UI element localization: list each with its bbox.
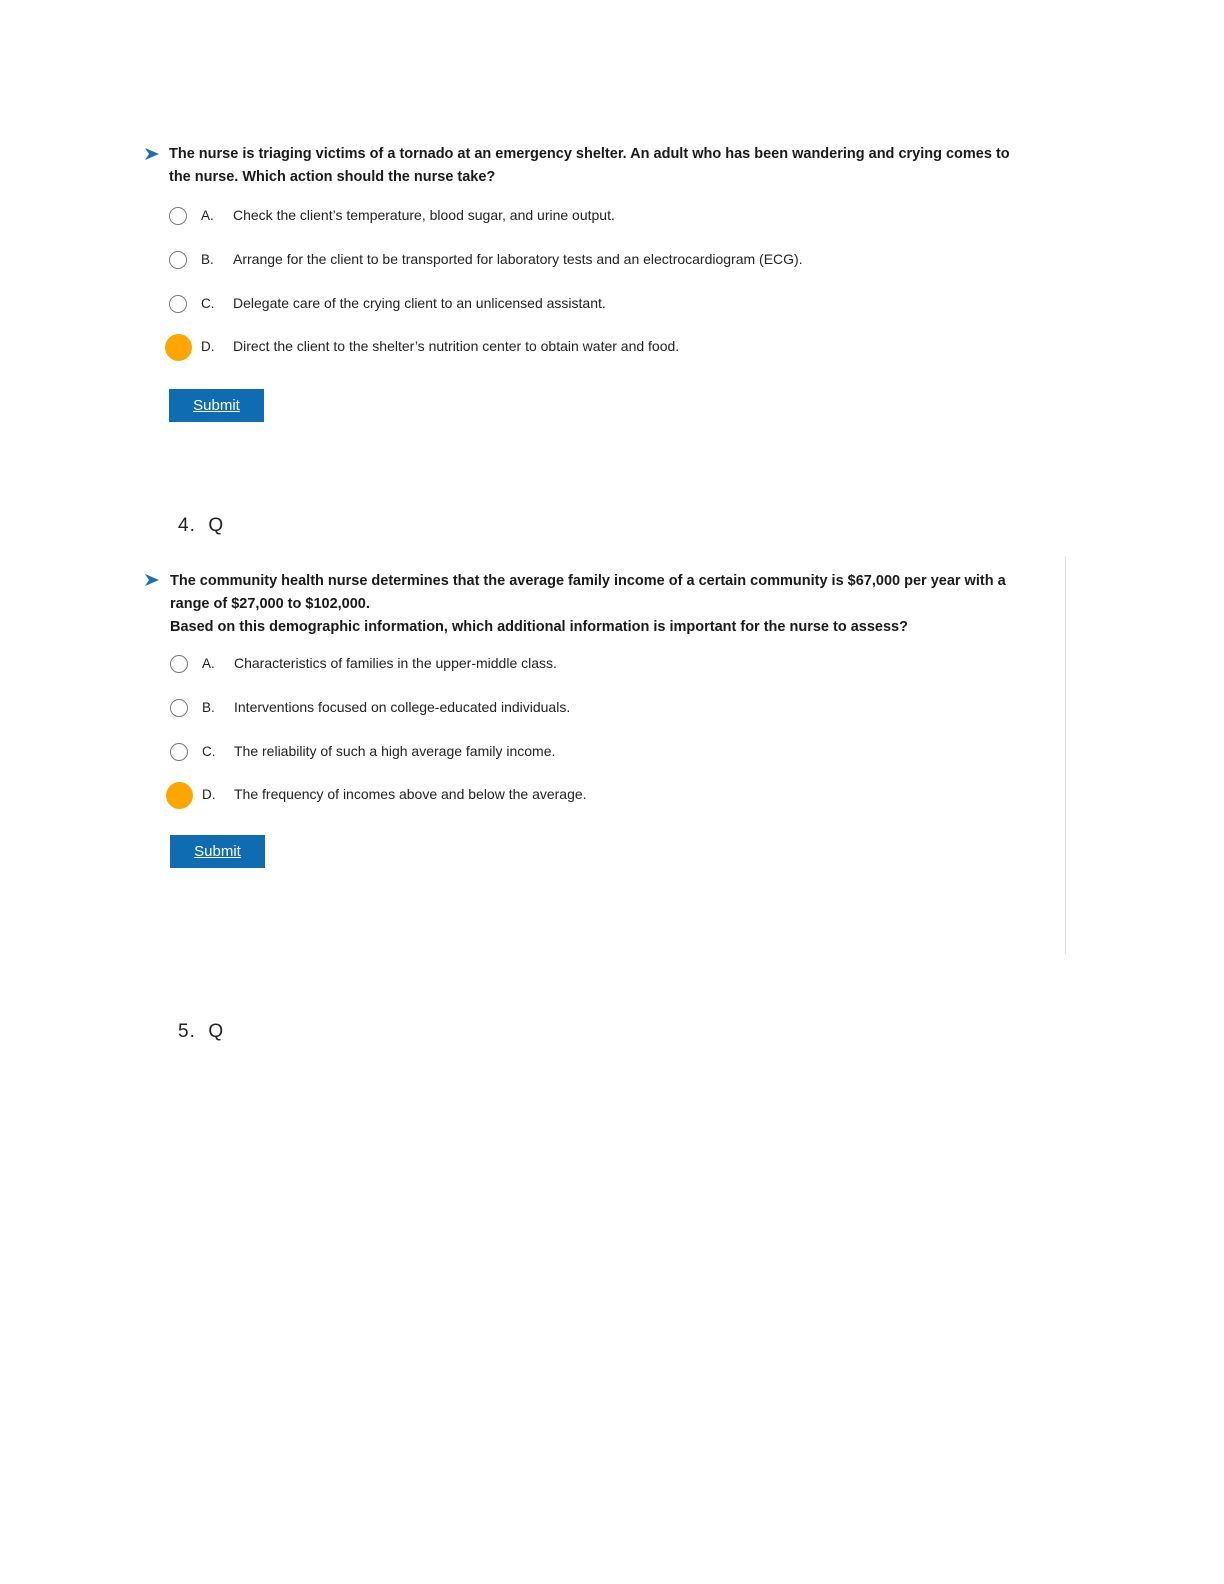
option-text: Check the client’s temperature, blood sugar, and urine output. bbox=[233, 207, 615, 223]
option-letter: D. bbox=[202, 787, 216, 802]
option-text: The reliability of such a high average family income. bbox=[234, 743, 556, 759]
question-4-heading: 4. Q bbox=[178, 515, 225, 536]
option-letter: A. bbox=[202, 656, 215, 671]
radio-button-selected[interactable] bbox=[166, 782, 193, 809]
question-4-line-2: range of $27,000 to $102,000. bbox=[170, 596, 370, 612]
question-3-option-c[interactable] bbox=[169, 295, 969, 319]
option-letter: C. bbox=[202, 744, 216, 759]
radio-button[interactable] bbox=[170, 699, 188, 717]
option-letter: A. bbox=[201, 208, 214, 223]
arrow-bullet-icon bbox=[144, 573, 160, 587]
question-3-line-2: the nurse. Which action should the nurse take? bbox=[169, 169, 496, 185]
radio-button-selected[interactable] bbox=[165, 334, 192, 361]
radio-button[interactable] bbox=[170, 655, 188, 673]
question-3-option-b[interactable] bbox=[169, 251, 969, 275]
option-text: The frequency of incomes above and below the average. bbox=[234, 786, 587, 802]
question-4-option-a[interactable] bbox=[170, 655, 970, 679]
option-letter: B. bbox=[201, 252, 214, 267]
arrow-bullet-icon bbox=[144, 147, 160, 161]
question-3-line-1: The nurse is triaging victims of a tornado at an emergency shelter. An adult who has been wandering and crying comes to bbox=[169, 146, 1010, 162]
radio-button[interactable] bbox=[169, 295, 187, 313]
question-4-submit-button[interactable]: Submit bbox=[170, 835, 265, 868]
question-3-submit-button[interactable]: Submit bbox=[169, 389, 264, 422]
divider bbox=[1065, 556, 1066, 954]
question-3-option-a[interactable] bbox=[169, 207, 969, 231]
option-text: Direct the client to the shelter’s nutrition center to obtain water and food. bbox=[233, 338, 680, 354]
question-3-text bbox=[169, 143, 1010, 189]
question-4-option-b[interactable] bbox=[170, 699, 970, 723]
radio-button[interactable] bbox=[169, 251, 187, 269]
option-text: Characteristics of families in the upper-middle class. bbox=[234, 655, 557, 671]
option-text: Interventions focused on college-educated individuals. bbox=[234, 699, 571, 715]
radio-button[interactable] bbox=[170, 743, 188, 761]
question-4-line-1: The community health nurse determines that the average family income of a certain community is $67,000 per year with a bbox=[170, 573, 1006, 589]
option-text: Delegate care of the crying client to an unlicensed assistant. bbox=[233, 295, 606, 311]
option-letter: C. bbox=[201, 296, 215, 311]
radio-button[interactable] bbox=[169, 207, 187, 225]
question-4-option-c[interactable] bbox=[170, 743, 970, 767]
question-3-option-d[interactable] bbox=[169, 338, 969, 362]
question-4-text bbox=[170, 570, 1006, 639]
question-4-option-d[interactable] bbox=[170, 786, 970, 810]
option-letter: B. bbox=[202, 700, 215, 715]
question-5-heading: 5. Q bbox=[178, 1021, 225, 1042]
option-text: Arrange for the client to be transported for laboratory tests and an electrocardiogram (ECG). bbox=[233, 251, 803, 267]
question-4-line-3: Based on this demographic information, which additional information is important for the nurse to assess? bbox=[170, 619, 908, 635]
option-letter: D. bbox=[201, 339, 215, 354]
